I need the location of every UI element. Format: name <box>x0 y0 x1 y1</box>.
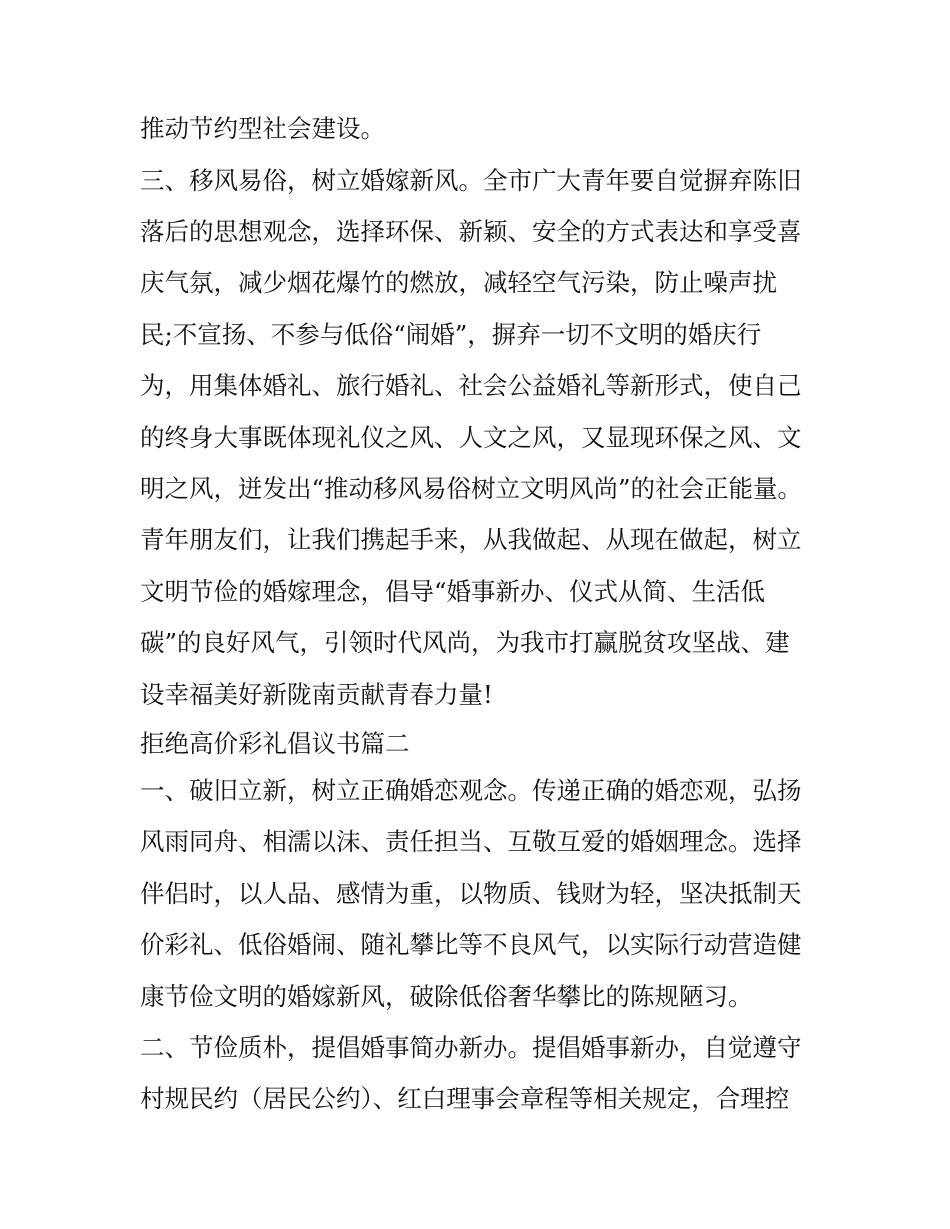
text-line: 庆气氛，减少烟花爆竹的燃放，减轻空气污染，防止噪声扰 <box>140 268 777 297</box>
text-line: 推动节约型社会建设。 <box>140 114 385 143</box>
section-heading: 拒绝高价彩礼倡议书篇二 <box>140 729 410 758</box>
text-line: 为，用集体婚礼、旅行婚礼、社会公益婚礼等新形式，使自己 <box>140 371 802 400</box>
text-line: 文明节俭的婚嫁理念，倡导“婚事新办、仪式从简、生活低 <box>140 577 766 606</box>
text-line: 民;不宣扬、不参与低俗“闹婚”，摒弃一切不文明的婚庆行 <box>140 320 762 349</box>
text-line: 风雨同舟、相濡以沫、责任担当、互敬互爱的婚姻理念。选择 <box>140 827 802 856</box>
text-line: 的终身大事既体现礼仪之风、人文之风，又显现环保之风、文 <box>140 423 802 452</box>
text-line: 价彩礼、低俗婚闹、随礼攀比等不良风气，以实际行动营造健 <box>140 930 802 959</box>
text-line: 三、移风易俗，树立婚嫁新风。全市广大青年要自觉摒弃陈旧 <box>140 166 802 195</box>
text-line: 村规民约（居民公约）、红白理事会章程等相关规定，合理控 <box>140 1084 790 1113</box>
text-line: 落后的思想观念，选择环保、新颖、安全的方式表达和享受喜 <box>140 217 802 246</box>
text-line: 伴侣时，以人品、感情为重，以物质、钱财为轻，坚决抵制天 <box>140 879 802 908</box>
text-line: 明之风，迸发出“推动移风易俗树立文明风尚”的社会正能量。 <box>140 474 803 503</box>
text-line: 碳”的良好风气，引领时代风尚，为我市打赢脱贫攻坚战、建 <box>140 628 790 657</box>
text-line: 一、破旧立新，树立正确婚恋观念。传递正确的婚恋观，弘扬 <box>140 776 802 805</box>
text-line: 青年朋友们，让我们携起手来，从我做起、从现在做起，树立 <box>140 525 802 554</box>
text-line: 二、节俭质朴，提倡婚事简办新办。提倡婚事新办，自觉遵守 <box>140 1033 802 1062</box>
text-line: 康节俭文明的婚嫁新风，破除低俗奢华攀比的陈规陋习。 <box>140 982 753 1011</box>
text-line: 设幸福美好新陇南贡献青春力量! <box>140 680 493 709</box>
